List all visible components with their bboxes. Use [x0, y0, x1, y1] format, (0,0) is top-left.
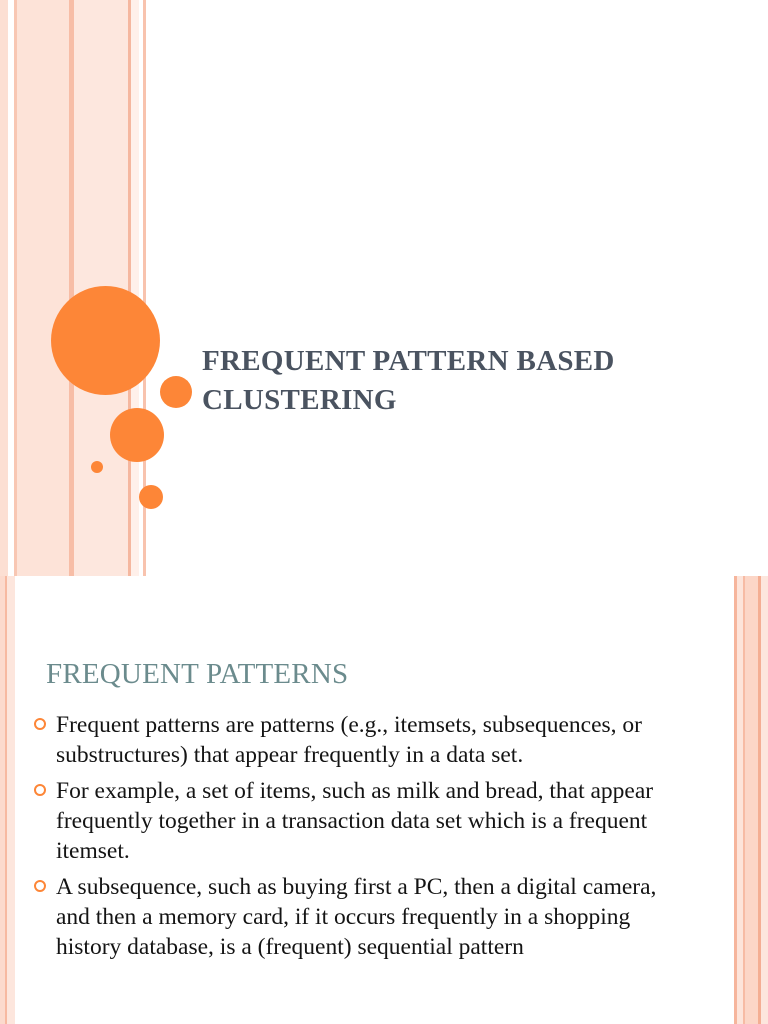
- bullet-text-line: and then a memory card, if it occurs frequently in a shopping: [56, 904, 631, 930]
- hollow-circle-bullet-icon: [34, 784, 46, 796]
- bullet-text-line: frequently together in a transaction data set which is a frequent: [56, 808, 648, 834]
- bullet-text-line: A subsequence, such as buying first a PC, then a digital camera,: [56, 874, 657, 900]
- hollow-circle-bullet-icon: [34, 718, 46, 730]
- bullet-item: [30, 710, 720, 770]
- bullet-text-line: history database, is a (frequent) sequential pattern: [56, 934, 524, 960]
- bullet-list: [30, 710, 720, 968]
- decorative-circle-dot: [91, 461, 103, 473]
- decorative-band-right: [745, 576, 758, 1024]
- slide-title: [202, 342, 742, 420]
- bullet-text-line: Frequent patterns are patterns (e.g., itemsets, subsequences, or: [56, 712, 643, 738]
- slide-title-line: FREQUENT PATTERN BASED: [202, 345, 615, 377]
- slide-title-line: CLUSTERING: [202, 384, 397, 416]
- decorative-band-right: [761, 576, 768, 1024]
- decorative-band: [131, 0, 139, 576]
- bullet-text-line: itemset.: [56, 838, 130, 864]
- decorative-band-left: [7, 576, 15, 1024]
- bullet-text-line: substructures) that appear frequently in a data set.: [56, 742, 524, 768]
- hollow-circle-bullet-icon: [34, 880, 46, 892]
- decorative-band: [0, 0, 8, 576]
- bullet-text-line: For example, a set of items, such as milk and bread, that appear: [56, 778, 654, 804]
- slide-heading: FREQUENT PATTERNS: [46, 658, 349, 690]
- decorative-circle-tiny: [139, 485, 163, 509]
- decorative-circle-medium: [110, 408, 164, 462]
- decorative-band: [17, 0, 69, 576]
- decorative-circle-large: [51, 286, 160, 395]
- decorative-circle-small: [160, 376, 192, 408]
- bullet-item: [30, 776, 720, 866]
- content-slide: [0, 576, 768, 1024]
- bullet-item: [30, 872, 720, 962]
